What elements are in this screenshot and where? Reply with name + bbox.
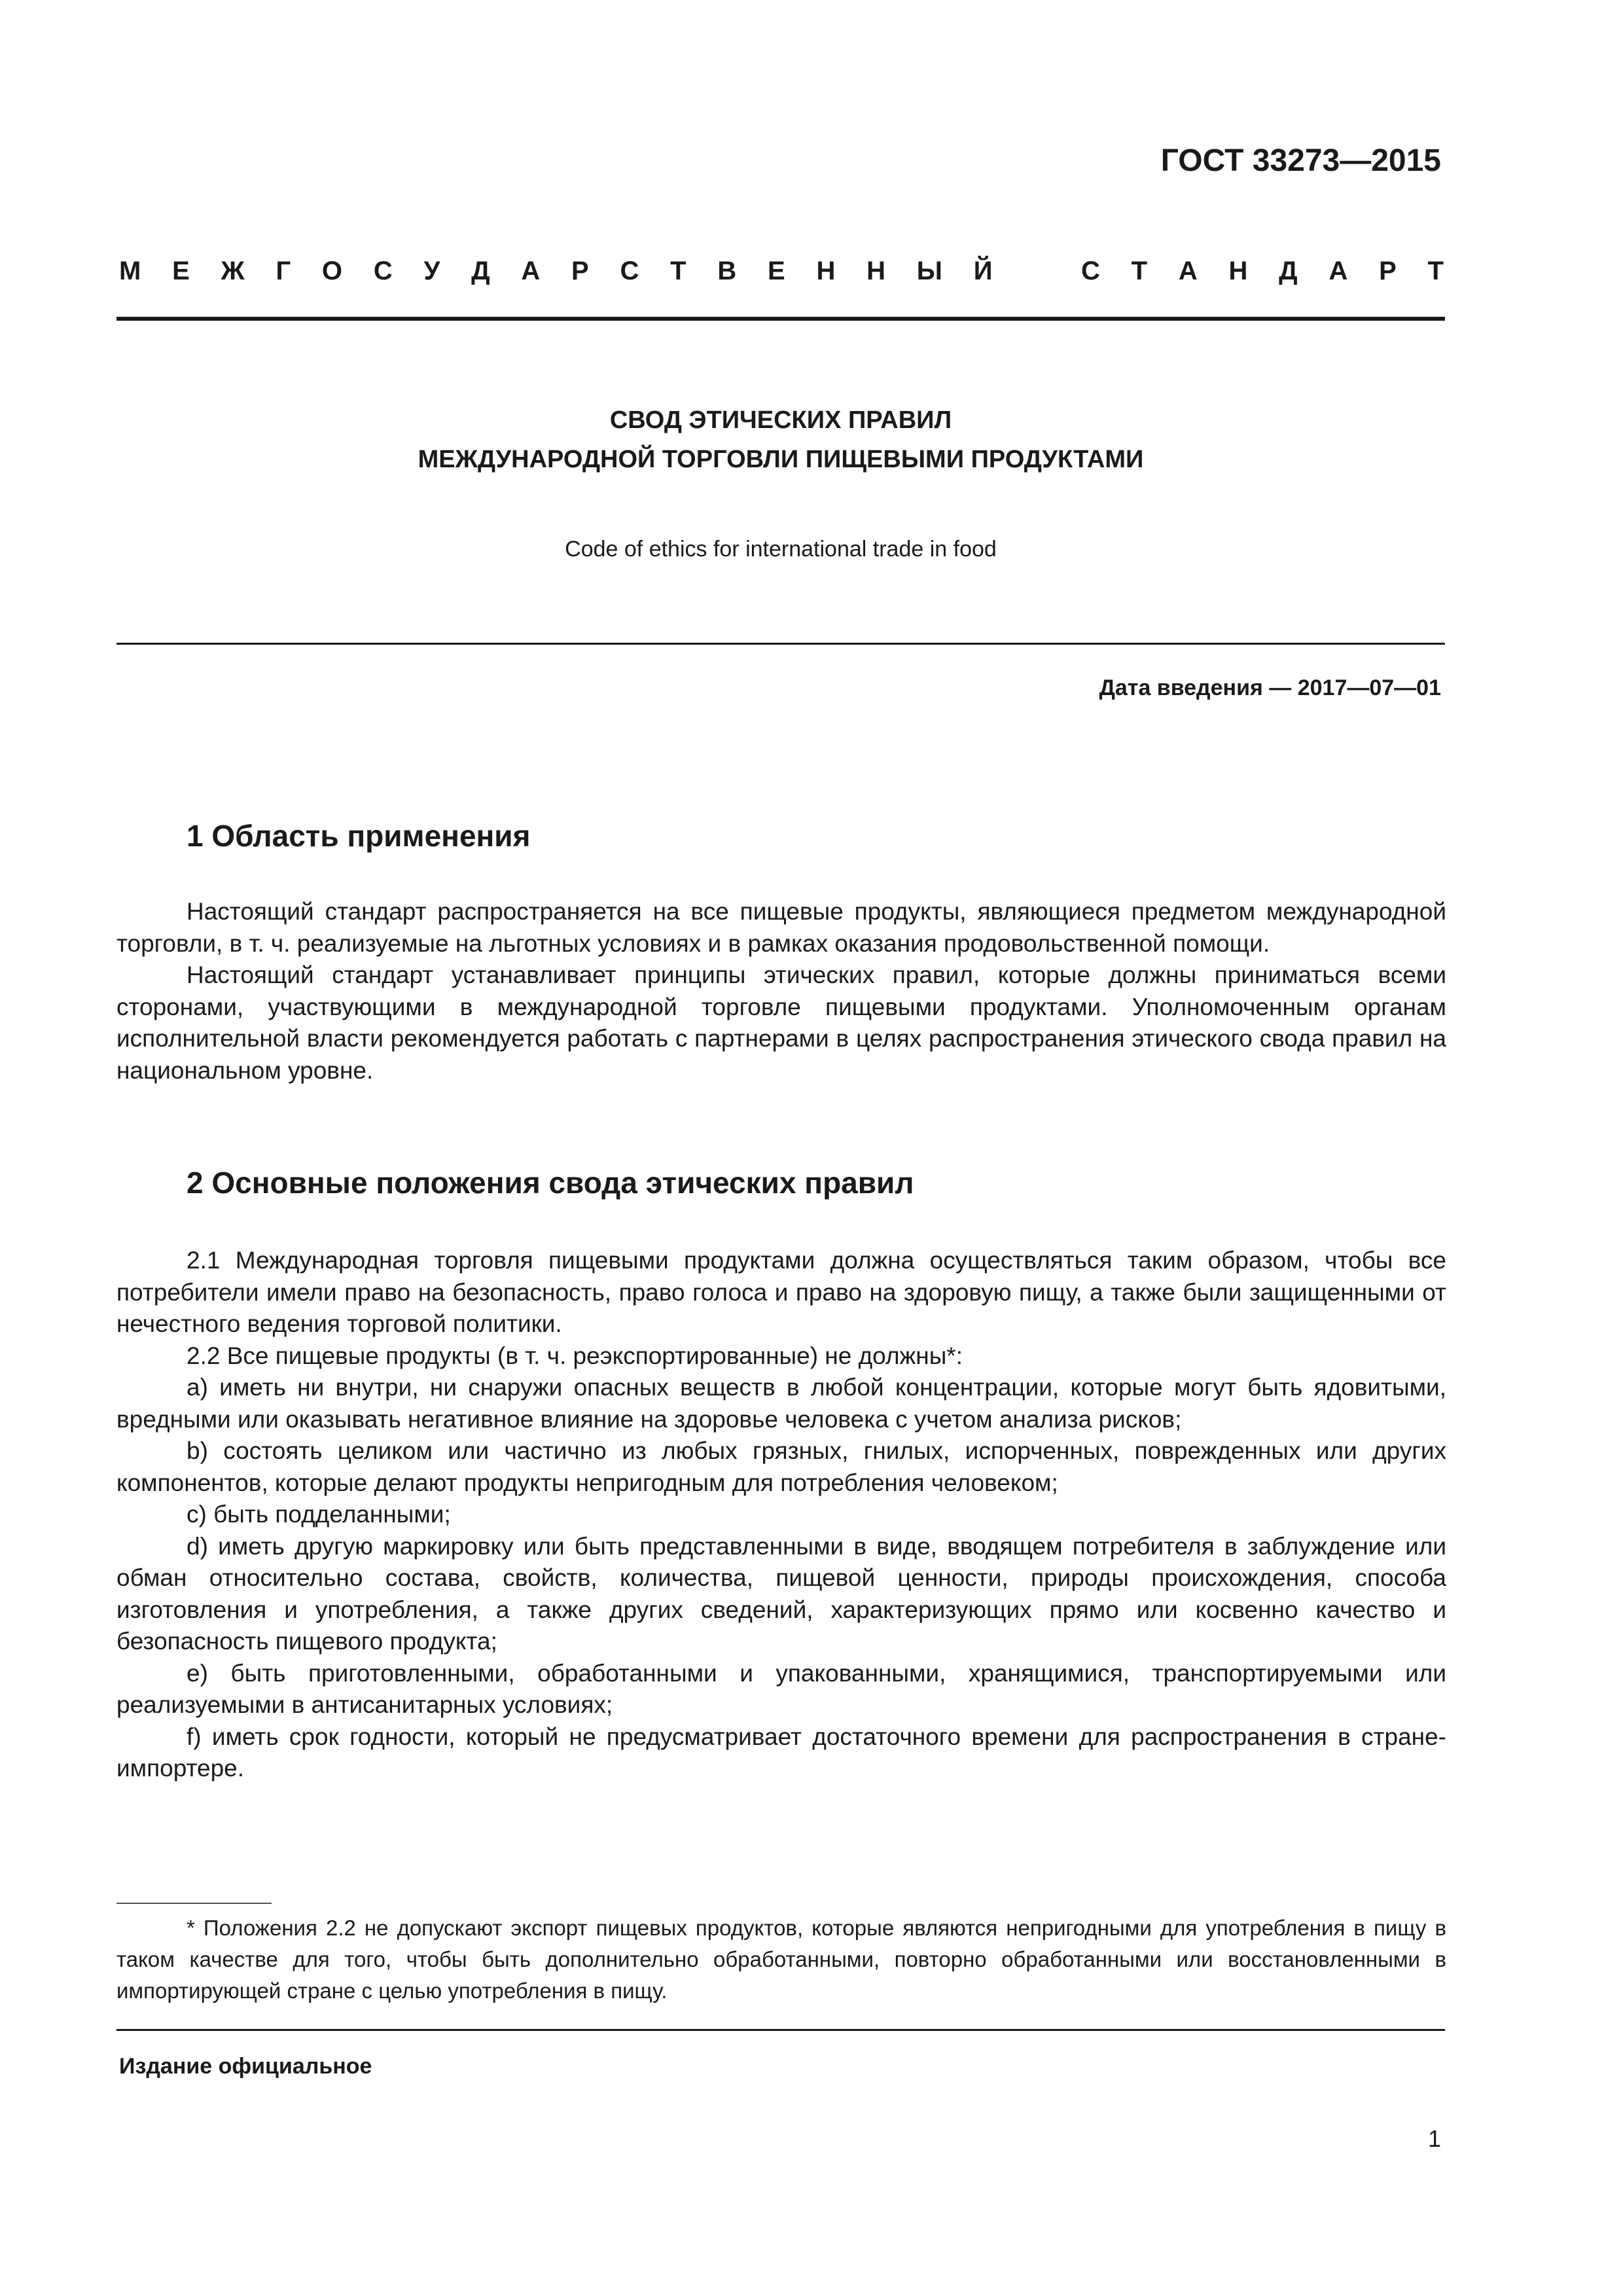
- page-number: 1: [1427, 2125, 1441, 2152]
- standard-type-letter: А: [1178, 257, 1198, 285]
- standard-type-letter: Н: [1228, 257, 1248, 285]
- standard-type-letter: Й: [973, 257, 993, 285]
- standard-type-letter: А: [521, 257, 541, 285]
- standard-type-letter: Н: [866, 257, 886, 285]
- list-item: f) иметь срок годности, который не предусматривает достаточного времени для распространения в стране-импортере.: [116, 1723, 1446, 1782]
- section-1-heading: 1 Область применения: [187, 819, 531, 853]
- standard-type-letter: Ы: [916, 257, 942, 285]
- edition-label: Издание официальное: [119, 2054, 372, 2079]
- list-item: e) быть приготовленными, обработанными и упакованными, хранящимися, транспортируемыми или реализуемыми в антисанитарных условиях;: [116, 1659, 1446, 1718]
- footnote: [116, 1912, 1446, 2007]
- standard-type-heading: [119, 257, 1444, 286]
- standard-type-letter: Р: [571, 257, 589, 285]
- paragraph: Настоящий стандарт распространяется на все пищевые продукты, являющиеся предметом международной торговли, в т. ч. реализуемые на льготных условиях и в рамках оказания продовольственной помощи.: [116, 898, 1446, 957]
- standard-type-letter: А: [1329, 257, 1348, 285]
- footnote-text: * Положения 2.2 не допускают экспорт пищевых продуктов, которые являются непригодными для употребления в пищу в таком качестве для того, чтобы быть дополнительно обработанными, повторно обработанными или восстановленными в импортирующей стране с целью употребления в пищу.: [116, 1916, 1446, 2003]
- standard-type-letter: Т: [1427, 257, 1444, 285]
- word-gap: [1024, 257, 1050, 286]
- standard-type-letter: У: [423, 257, 440, 285]
- list-item: c) быть подделанными;: [187, 1501, 451, 1528]
- paragraph: 2.1 Международная торговля пищевыми продуктами должна осуществляться таким образом, чтобы все потребители имели право на безопасность, право голоса и право на здоровую пищу, а также были защищенными от нечестного ведения торговой политики.: [116, 1247, 1446, 1337]
- section-1-body: [116, 896, 1446, 1086]
- standard-type-letter: Ж: [221, 257, 245, 285]
- standard-type-letter: Н: [816, 257, 836, 285]
- title-rule: [116, 643, 1445, 645]
- title-line-1: СВОД ЭТИЧЕСКИХ ПРАВИЛ: [609, 406, 952, 434]
- standard-type-letter: М: [119, 257, 141, 285]
- paragraph: Настоящий стандарт устанавливает принципы этических правил, которые должны приниматься всеми сторонами, участвующими в международной торговле пищевыми продуктами. Уполномоченным органам исполнительной власти рекомендуется работать с партнерами в целях распространения этического свода правил на национальном уровне.: [116, 961, 1446, 1084]
- standard-type-letter: В: [717, 257, 737, 285]
- document-title: [116, 401, 1445, 479]
- standard-type-letter: С: [1081, 257, 1100, 285]
- standard-type-letter: Р: [1379, 257, 1397, 285]
- standard-type-letter: Е: [768, 257, 785, 285]
- paragraph: 2.2 Все пищевые продукты (в т. ч. реэкспортированные) не должны*:: [187, 1342, 963, 1369]
- footnote-separator: [116, 1903, 272, 1904]
- standard-type-letter: О: [321, 257, 343, 285]
- english-title: Code of ethics for international trade in food: [565, 537, 997, 562]
- introduction-date: Дата введения — 2017—07—01: [1099, 675, 1441, 700]
- standard-number: ГОСТ 33273—2015: [1160, 143, 1441, 178]
- standard-type-letter: Е: [172, 257, 190, 285]
- standard-type-letter: Т: [670, 257, 687, 285]
- section-2-heading: 2 Основные положения свода этических правил: [187, 1166, 914, 1200]
- edition-rule: [116, 2029, 1445, 2031]
- standard-type-letter: Д: [471, 257, 490, 285]
- list-item: a) иметь ни внутри, ни снаружи опасных веществ в любой концентрации, которые могут быть ядовитыми, вредными или оказывать негативное влияние на здоровье человека с учетом анализа рисков;: [116, 1374, 1446, 1433]
- standard-type-letter: Д: [1279, 257, 1298, 285]
- standard-type-letter: Г: [276, 257, 291, 285]
- standard-type-letter: Т: [1131, 257, 1148, 285]
- section-2-body: [116, 1245, 1446, 1785]
- header-rule: [116, 317, 1445, 321]
- list-item: b) состоять целиком или частично из любых грязных, гнилых, испорченных, поврежденных или других компонентов, которые делают продукты непригодным для потребления человеком;: [116, 1437, 1446, 1496]
- standard-type-letter: С: [620, 257, 639, 285]
- title-line-2: МЕЖДУНАРОДНОЙ ТОРГОВЛИ ПИЩЕВЫМИ ПРОДУКТАМИ: [418, 446, 1144, 473]
- standard-type-letter: С: [373, 257, 393, 285]
- list-item: d) иметь другую маркировку или быть представленными в виде, вводящем потребителя в заблуждение или обман относительно состава, свойств, количества, пищевой ценности, природы происхождения, способа изготовления и употребления, а также других сведений, характеризующих прямо или косвенно качество и безопасность пищевого продукта;: [116, 1532, 1446, 1655]
